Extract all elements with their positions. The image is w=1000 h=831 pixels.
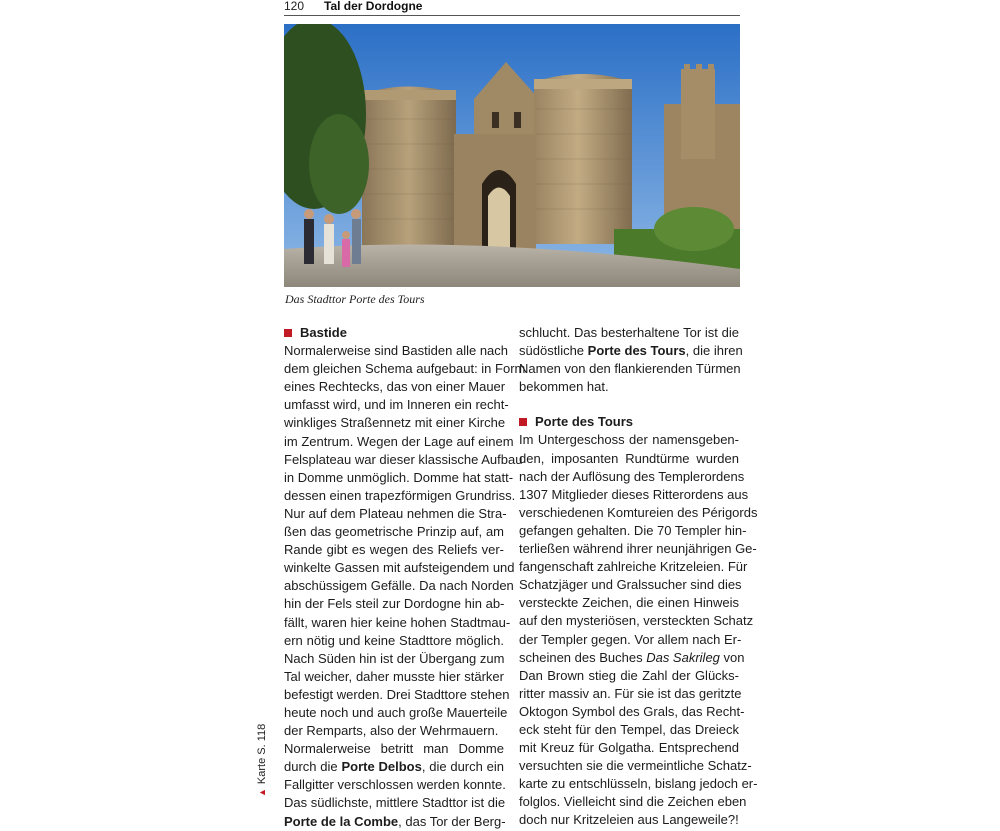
paragraph-bastide [284, 342, 526, 740]
text-line: Rande gibt es wegen des Reliefs ver- [284, 542, 504, 558]
book-title: Das Sakrileg [646, 649, 720, 665]
figure-caption: Das Stadttor Porte des Tours [285, 292, 425, 306]
text-line: Schatzjäger und Gralssucher sind dies [519, 577, 742, 593]
photo-porte-des-tours [284, 24, 740, 287]
paragraph-porte-des-tours [519, 431, 758, 829]
text-line: im Zentrum. Wegen der Lage auf einem [284, 433, 514, 449]
text-line: fangenschaft zahlreiche Kritzeleien. Für [519, 559, 748, 575]
text-line: Das südlichste, mittlere Stadttor ist die [284, 795, 506, 811]
text-line: scheinen des Buches Das Sakrileg von [519, 649, 745, 665]
text-line: südöstliche Porte des Tours, die ihren [519, 343, 743, 359]
text-line: der Remparts, also der Wehrmauern. [284, 723, 499, 739]
text-line: mit Kreuz für Golgatha. Entsprechend [519, 740, 739, 756]
text-line: winkelte Gassen mit aufsteigendem und [284, 560, 515, 576]
text-line: verschiedenen Komtureien des Périgords [519, 504, 758, 520]
text-line: Normalerweise betritt man Domme [284, 741, 504, 757]
running-header [284, 0, 740, 16]
text-line: Porte de la Combe, das Tor der Berg- [284, 813, 506, 829]
text-line: Nur auf dem Plateau nehmen die Stra- [284, 505, 507, 521]
section-heading-bastide [284, 324, 504, 342]
text-line: den, imposanten Rundtürme wurden [519, 450, 739, 466]
text-line: Namen von den flankierenden Türmen [519, 361, 741, 377]
text-line: dessen einen trapezförmigen Grundriss. [284, 487, 516, 503]
text-line: befestigt werden. Drei Stadttore stehen [284, 686, 510, 702]
text-line: Im Untergeschoss der namensgeben- [519, 432, 739, 448]
text-line: ern nötig und keine Stadttore möglich. [284, 632, 504, 648]
heading-label: Bastide [300, 325, 347, 340]
text-line: Felsplateau war dieser klassische Aufbau [284, 451, 523, 467]
triangle-arrow-icon: ▲ [257, 788, 267, 797]
text-line: auf den mysteriösen, versteckten Schatz [519, 613, 754, 629]
text-line: terließen während ihrer neunjährigen Ge- [519, 541, 757, 557]
heading-square-icon [284, 329, 292, 337]
running-title: Tal der Dordogne [324, 0, 423, 13]
map-reference-text: Karte S. 118 [256, 723, 268, 785]
text-line: durch die Porte Delbos, die durch ein [284, 759, 504, 775]
text-line: Oktogon Symbol des Grals, das Recht- [519, 703, 745, 719]
text-line: heute noch und auch große Mauerteile [284, 704, 508, 720]
heading-label: Porte des Tours [535, 414, 634, 430]
text-line: umfasst wird, und im Inneren ein recht- [284, 397, 509, 413]
text-line: versuchten sie die vermeintliche Schatz- [519, 758, 752, 774]
place-name-porte-delbos: Porte Delbos [341, 759, 422, 775]
text-line: Tal weicher, daher musste hier stärker [284, 668, 504, 684]
text-line: bekommen hat. [519, 379, 609, 395]
paragraph-continuation [519, 324, 743, 396]
paragraph-porte-delbos [284, 740, 504, 830]
text-line: dem gleichen Schema aufgebaut: in Form [284, 361, 526, 377]
left-column [284, 324, 526, 831]
text-line: ritter massiv an. Für sie ist das geritzte [519, 685, 742, 701]
text-line: schlucht. Das besterhaltene Tor ist die [519, 325, 739, 340]
heading-square-icon [519, 418, 527, 426]
text-line: in Domme unmöglich. Domme hat statt- [284, 469, 514, 485]
map-reference [256, 724, 268, 797]
text-line: 1307 Mitglieder dieses Ritterordens aus [519, 486, 749, 502]
text-line: doch nur Kritzeleien aus Langeweile?! [519, 812, 739, 828]
place-name-porte-de-la-combe: Porte de la Combe [284, 813, 399, 829]
text-line: Fallgitter verschlossen werden konnte. [284, 777, 506, 793]
text-line: gefangen gehalten. Die 70 Templer hin- [519, 522, 747, 538]
text-line: Normalerweise sind Bastiden alle nach [284, 343, 509, 359]
text-line: ßen das geometrische Prinzip auf, am [284, 524, 504, 540]
text-line: fällt, waren hier keine hohen Stadtmau- [284, 614, 511, 630]
text-line: abschüssigem Gefälle. Da nach Norden [284, 578, 514, 594]
text-line: Nach Süden hin ist der Übergang zum [284, 650, 505, 666]
text-line: eines Rechtecks, das von einer Mauer [284, 379, 506, 395]
text-line: karte zu entschlüsseln, bislang jedoch er- [519, 776, 758, 792]
text-line: winkliges Straßennetz mit einer Kirche [284, 415, 506, 431]
text-line: versteckte Zeichen, die einen Hinweis [519, 595, 739, 611]
text-line: hin der Fels steil zur Dordogne hin ab- [284, 596, 505, 612]
text-line: nach der Auflösung des Templerordens [519, 468, 745, 484]
text-line: folglos. Vielleicht sind die Zeichen eben [519, 794, 747, 810]
section-heading-porte-des-tours [519, 413, 739, 431]
right-column [519, 324, 758, 830]
page-number: 120 [284, 0, 305, 13]
text-line: eck steht für den Tempel, das Dreieck [519, 721, 739, 737]
text-line: der Templer gegen. Vor allem nach Er- [519, 631, 742, 647]
place-name-porte-des-tours: Porte des Tours [587, 343, 686, 359]
text-line: Dan Brown stieg die Zahl der Glücks- [519, 667, 739, 683]
